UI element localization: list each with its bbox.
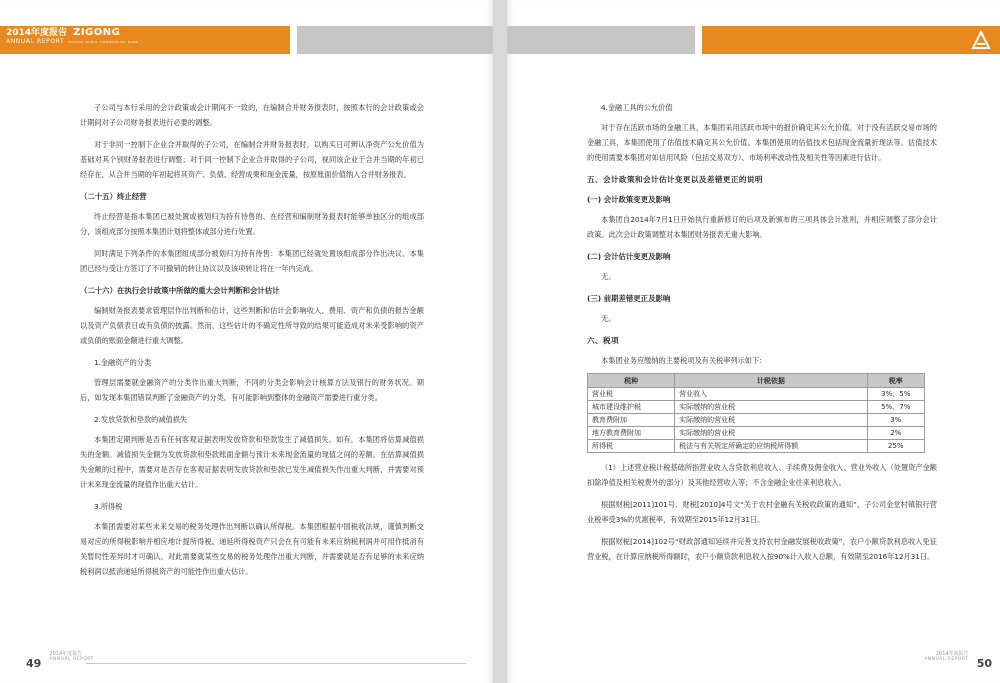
table-cell: 3% xyxy=(867,414,924,427)
table-header-cell: 税率 xyxy=(867,374,924,388)
table-header-cell: 税种 xyxy=(588,374,675,388)
table-header-cell: 计税依据 xyxy=(675,374,867,388)
footer-divider xyxy=(86,663,466,664)
table-cell: 5%、7% xyxy=(867,401,924,414)
paragraph: （1）上述营业税计税基础所指营业收入含贷款利息收入、手续费及佣金收入、营业外收入（处置资产金额扣除净值及相关税费外的部分）及其他经营收入等；不含金融企业往来利息收入。 xyxy=(587,463,937,487)
brand-zigong: ZIGONG xyxy=(73,27,121,38)
section-heading: （二十六）在执行会计政策中所做的重大会计判断和会计估计 xyxy=(80,286,280,295)
paragraph: 根据财税[2011]101号、财税[2010]4号文“关于农村金融有关税收政策的通知”，子公司金堂村镇银行营业税率受3%的优惠税率，有效期至2015年12月31日。 xyxy=(587,500,937,524)
brand-annual-report: ANNUAL REPORT xyxy=(6,38,65,45)
footer-report-title: 2014年度报告 xyxy=(49,651,83,657)
brand-small-text: ZIGONG RURAL COMMERCIAL BANK xyxy=(68,40,139,44)
paragraph: 子公司与本行采用的会计政策或会计期间不一致的，在编制合并财务报表时，按照本行的会计政策或会计期间对子公司财务报表进行必要的调整。 xyxy=(80,103,424,127)
header-orange-bar xyxy=(702,26,1000,54)
paragraph: 对于非同一控制下企业合并取得的子公司，在编制合并财务报表时，以购买日可辨认净资产公允价值为基础对其个别财务报表进行调整；对于同一控制下企业合并取得的子公司，视同该企业于合并当期的年初已经存在，从合并当期的年初起将其资产、负债、经营成果和现金流量，按原账面价值纳入合并财务报表。 xyxy=(80,140,424,179)
table-cell: 地方教育费附加 xyxy=(588,427,675,440)
right-footer xyxy=(924,652,992,671)
table-cell: 3%、5% xyxy=(867,388,924,401)
brand-logo xyxy=(6,28,139,45)
tax-table xyxy=(587,373,925,453)
page-number: 49 xyxy=(26,657,42,670)
left-footer xyxy=(26,652,94,671)
table-header-row xyxy=(588,374,925,388)
paragraph: 本集团需要对某些未来交易的税务处理作出判断以确认所得税。本集团根据中国税收法规，谨慎判断交易对应的所得税影响并相应地计提所得税。递延所得税资产只会在有可能有未来应纳税利润并可用作抵消有关暂时性差异时才可确认。对此需要就某些交易的税务处理作出重大判断，并需要就是否有足够的未来应纳税利润以抵消递延所得税资产的可能性作出重大估计。 xyxy=(80,522,424,576)
footer-annual-report: ANNUAL REPORT xyxy=(924,657,969,662)
table-row xyxy=(588,401,925,414)
table-row xyxy=(588,414,925,427)
subheading: 4.金融工具的公允价值 xyxy=(601,103,673,112)
table-cell: 25% xyxy=(867,440,924,453)
subsection-heading: (二) 会计估计变更及影响 xyxy=(587,252,671,261)
left-page xyxy=(0,0,493,683)
subsection-heading: (一) 会计政策变更及影响 xyxy=(587,195,671,204)
table-cell: 营业收入 xyxy=(675,388,867,401)
paragraph: 根据财税[2014]102号“财政部通知延续并完善支持农村金融发展税收政策”，农户小额贷款利息收入免征营业税，在计算应纳税所得额时，农户小额贷款利息收入按90%计入收入总额，有效期至2016年12月31日。 xyxy=(587,537,937,561)
header-gray-bar xyxy=(297,26,493,54)
paragraph: 同时满足下列条件的本集团组成部分被划归为持有待售：本集团已经就处置该组成部分作出决议、本集团已经与受让方签订了不可撤销的转让协议以及该项转让将在一年内完成。 xyxy=(80,249,424,273)
section-heading: 六、税项 xyxy=(587,336,619,345)
table-cell: 实际缴纳的营业税 xyxy=(675,427,867,440)
subheading: 1.金融资产的分类 xyxy=(94,358,152,367)
table-cell: 2% xyxy=(867,427,924,440)
page-number: 50 xyxy=(976,657,992,670)
table-cell: 教育费附加 xyxy=(588,414,675,427)
paragraph: 管理层需要就金融资产的分类作出重大判断，不同的分类会影响会计核算方法及银行的财务状况。期后，如发现本集团错误判断了金融资产的分类，有可能影响到整体的金融资产需要进行重分类。 xyxy=(80,378,424,402)
section-heading: 五、会计政策和会计估计变更以及差错更正的说明 xyxy=(587,175,763,184)
table-row xyxy=(588,427,925,440)
table-cell: 城市建设维护税 xyxy=(588,401,675,414)
subheading: 2.发放贷款和垫款的减值损失 xyxy=(94,415,188,424)
table-cell: 营业税 xyxy=(588,388,675,401)
brand-year-title: 2014年度报告 xyxy=(6,28,68,38)
right-body-text xyxy=(587,100,937,564)
paragraph: 无。 xyxy=(601,272,616,281)
paragraph: 本集团自2014年7月1日开始执行重新修订的后项及新颁布的三项具体会计准则，并相应调整了部分会计政策。此次会计政策调整对本集团财务报表无重大影响。 xyxy=(587,215,937,239)
footer-annual-report: ANNUAL REPORT xyxy=(49,657,94,662)
table-row xyxy=(588,388,925,401)
bank-logo-icon xyxy=(970,29,992,51)
table-cell: 税法与有关规定所确定的应纳税所得额 xyxy=(675,440,867,453)
paragraph: 终止经营是指本集团已被处置或被划归为持有待售的、在经营和编制财务报表时能够单独区分的组成部分，该组成部分按照本集团计划将整体或部分进行处置。 xyxy=(80,212,424,236)
footer-report-title: 2014年度报告 xyxy=(935,651,969,657)
section-heading: （二十五）终止经营 xyxy=(80,192,147,201)
paragraph: 对于存在活跃市场的金融工具，本集团采用活跃市场中的报价确定其公允价值。对于没有活跃交易市场的金融工具，本集团使用了估值技术确定其公允价值。本集团使用的估值技术包括现金流量折现法等。估值技术的使用需要本集团对如信用风险（包括交易双方）、市场利率波动性及相关性等因素进行估计。 xyxy=(587,123,937,162)
table-cell: 实际缴纳的营业税 xyxy=(675,414,867,427)
header-orange-bar xyxy=(0,26,290,54)
table-cell: 实际缴纳的营业税 xyxy=(675,401,867,414)
header-gray-bar xyxy=(507,26,695,54)
paragraph: 无。 xyxy=(601,314,616,323)
left-body-text xyxy=(80,100,424,579)
subsection-heading: (三) 前期差错更正及影响 xyxy=(587,294,671,303)
paragraph: 本集团定期判断是否有任何客观证据表明发放贷款和垫款发生了减值损失。如有，本集团将估算减值损失的金额。减值损失金额为发放贷款和垫款账面金额与预计未来现金流量的现值之间的差额。在估算减值损失金额的过程中，需要对是否存在客观证据表明发放贷款和垫款已发生减值损失作出重大判断，并需要对预计未来现金流量的现值作出重大估计。 xyxy=(80,435,424,489)
table-cell: 所得税 xyxy=(588,440,675,453)
paragraph: 本集团业务应缴纳的主要税项及有关税率列示如下： xyxy=(601,356,767,365)
right-page xyxy=(507,0,1000,683)
subheading: 3.所得税 xyxy=(94,502,123,511)
paragraph: 编制财务报表要求管理层作出判断和估计，这些判断和估计会影响收入、费用、资产和负债的报告金额以及资产负债表日或有负债的披露。然而，这些估计的不确定性所导致的结果可能造成对未来受影响的资产或负债的账面金额进行重大调整。 xyxy=(80,306,424,345)
table-row xyxy=(588,440,925,453)
